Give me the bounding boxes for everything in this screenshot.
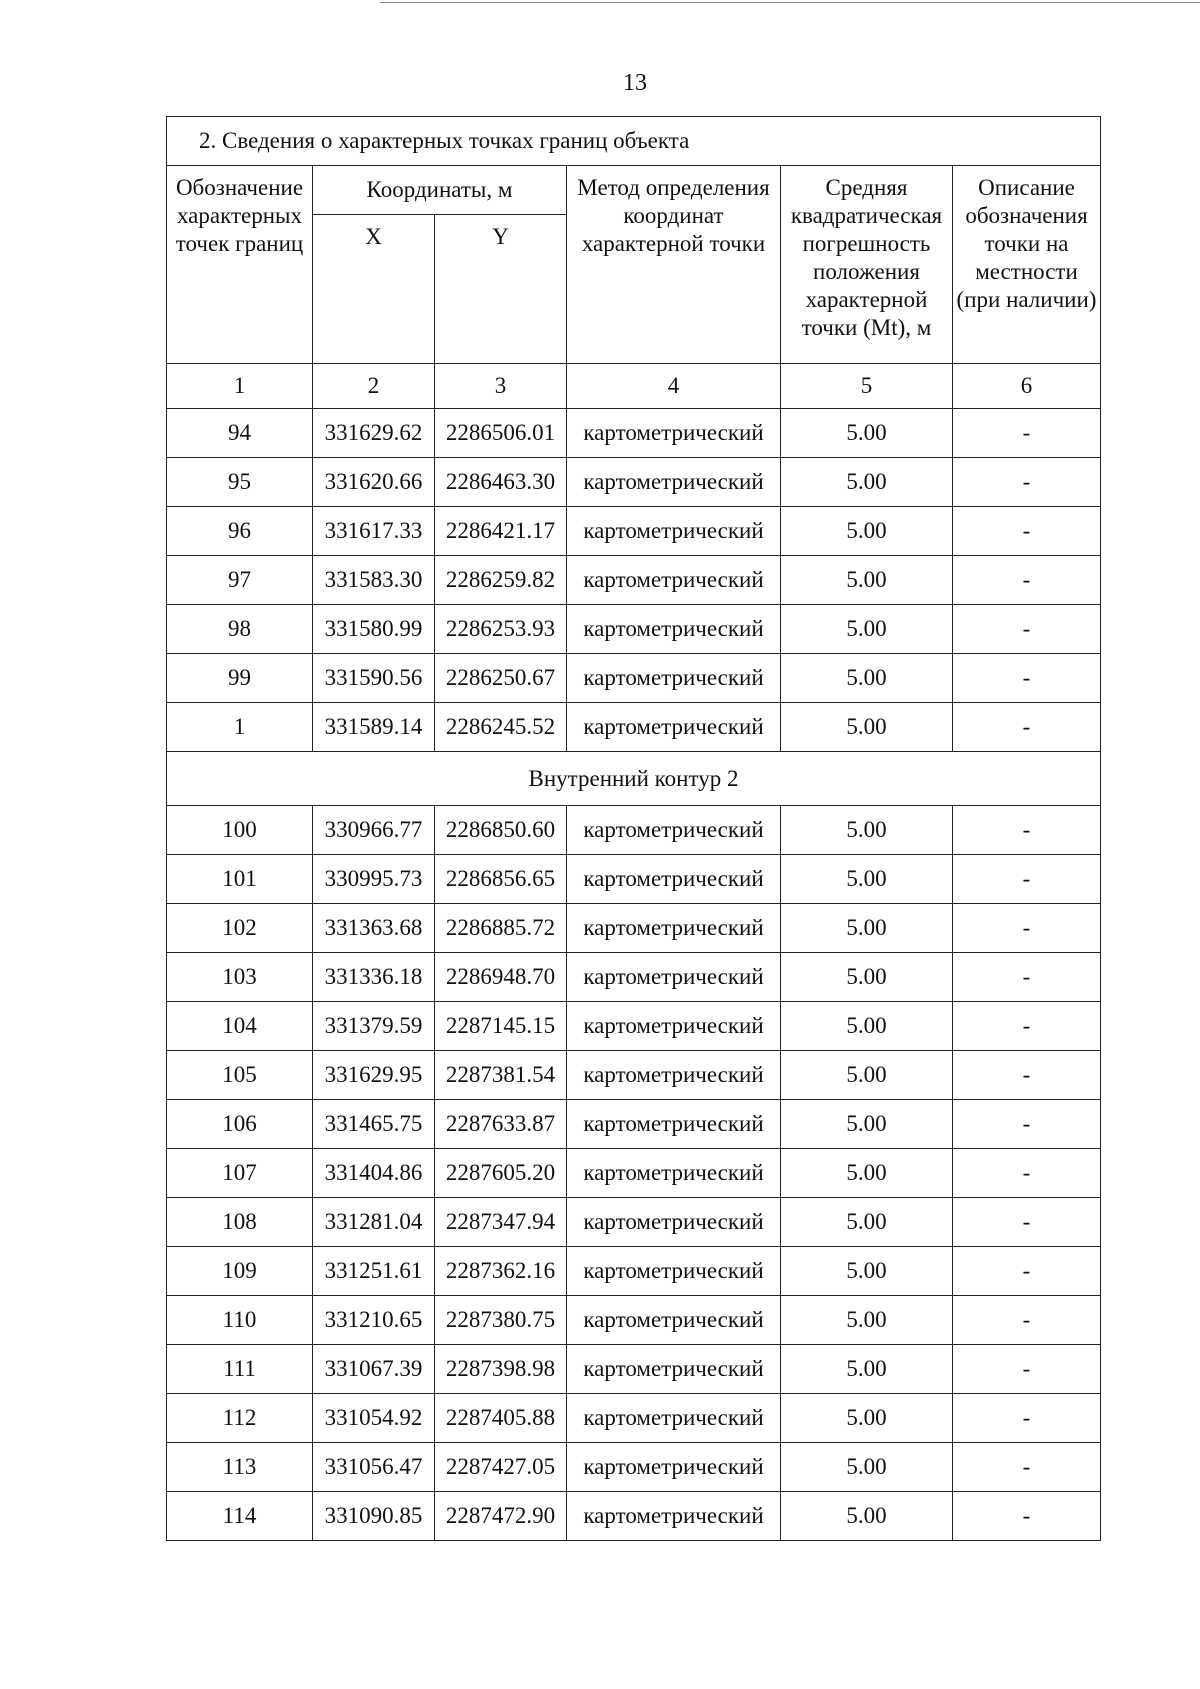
coord-y-cell: 2287633.87 (435, 1100, 567, 1149)
table-row (167, 703, 1101, 752)
method-cell: картометрический (567, 806, 781, 855)
header-method: Метод определения координат характерной точки (567, 166, 781, 364)
error-cell: 5.00 (781, 1051, 953, 1100)
coord-y-cell: 2286506.01 (435, 409, 567, 458)
point-id-cell: 97 (167, 556, 313, 605)
error-cell: 5.00 (781, 507, 953, 556)
method-cell: картометрический (567, 953, 781, 1002)
point-id-cell: 105 (167, 1051, 313, 1100)
description-cell: - (953, 1394, 1101, 1443)
error-cell: 5.00 (781, 409, 953, 458)
error-cell: 5.00 (781, 1345, 953, 1394)
method-cell: картометрический (567, 556, 781, 605)
description-cell: - (953, 806, 1101, 855)
coord-x-cell: 331589.14 (313, 703, 435, 752)
table-row (167, 806, 1101, 855)
point-id-cell: 96 (167, 507, 313, 556)
table-row (167, 953, 1101, 1002)
point-id-cell: 102 (167, 904, 313, 953)
top-scan-line (380, 2, 1200, 3)
table-row (167, 1443, 1101, 1492)
error-cell: 5.00 (781, 1100, 953, 1149)
coord-y-cell: 2287362.16 (435, 1247, 567, 1296)
coord-x-cell: 331465.75 (313, 1100, 435, 1149)
header-error: Средняя квадратическая погрешность положения характерной точки (Mt), м (781, 166, 953, 364)
point-id-cell: 103 (167, 953, 313, 1002)
point-id-cell: 106 (167, 1100, 313, 1149)
error-cell: 5.00 (781, 806, 953, 855)
description-cell: - (953, 556, 1101, 605)
error-cell: 5.00 (781, 1247, 953, 1296)
description-cell: - (953, 703, 1101, 752)
point-id-cell: 101 (167, 855, 313, 904)
coord-x-cell: 331379.59 (313, 1002, 435, 1051)
table-row (167, 556, 1101, 605)
coord-x-cell: 331629.62 (313, 409, 435, 458)
table-row (167, 409, 1101, 458)
method-cell: картометрический (567, 605, 781, 654)
column-number: 3 (435, 364, 567, 409)
error-cell: 5.00 (781, 605, 953, 654)
coord-y-cell: 2287381.54 (435, 1051, 567, 1100)
description-cell: - (953, 904, 1101, 953)
column-number: 2 (313, 364, 435, 409)
method-cell: картометрический (567, 1394, 781, 1443)
coord-y-cell: 2287398.98 (435, 1345, 567, 1394)
coord-y-cell: 2286253.93 (435, 605, 567, 654)
point-id-cell: 99 (167, 654, 313, 703)
coord-y-cell: 2287380.75 (435, 1296, 567, 1345)
section-title: 2. Сведения о характерных точках границ объекта (167, 117, 1101, 166)
table-row (167, 1002, 1101, 1051)
table-row (167, 458, 1101, 507)
method-cell: картометрический (567, 703, 781, 752)
point-id-cell: 104 (167, 1002, 313, 1051)
coord-y-cell: 2287347.94 (435, 1198, 567, 1247)
point-id-cell: 94 (167, 409, 313, 458)
coord-y-cell: 2286259.82 (435, 556, 567, 605)
point-id-cell: 108 (167, 1198, 313, 1247)
coord-y-cell: 2286850.60 (435, 806, 567, 855)
coord-x-cell: 331363.68 (313, 904, 435, 953)
point-id-cell: 107 (167, 1149, 313, 1198)
coord-y-cell: 2286250.67 (435, 654, 567, 703)
coord-y-cell: 2286245.52 (435, 703, 567, 752)
error-cell: 5.00 (781, 1492, 953, 1541)
table-row (167, 605, 1101, 654)
error-cell: 5.00 (781, 855, 953, 904)
description-cell: - (953, 953, 1101, 1002)
description-cell: - (953, 1051, 1101, 1100)
description-cell: - (953, 1492, 1101, 1541)
description-cell: - (953, 1443, 1101, 1492)
error-cell: 5.00 (781, 1394, 953, 1443)
coord-x-cell: 331090.85 (313, 1492, 435, 1541)
page-number: 13 (623, 70, 647, 96)
coord-y-cell: 2286948.70 (435, 953, 567, 1002)
contour-row (167, 752, 1101, 806)
coord-y-cell: 2286856.65 (435, 855, 567, 904)
coord-x-cell: 331067.39 (313, 1345, 435, 1394)
error-cell: 5.00 (781, 556, 953, 605)
point-id-cell: 1 (167, 703, 313, 752)
point-id-cell: 100 (167, 806, 313, 855)
description-cell: - (953, 1296, 1101, 1345)
coord-y-cell: 2287605.20 (435, 1149, 567, 1198)
description-cell: - (953, 507, 1101, 556)
error-cell: 5.00 (781, 1443, 953, 1492)
coord-x-cell: 331336.18 (313, 953, 435, 1002)
error-cell: 5.00 (781, 1002, 953, 1051)
table-row (167, 1198, 1101, 1247)
description-cell: - (953, 1149, 1101, 1198)
header-x: X (313, 215, 435, 364)
description-cell: - (953, 654, 1101, 703)
method-cell: картометрический (567, 1492, 781, 1541)
error-cell: 5.00 (781, 458, 953, 507)
column-number: 1 (167, 364, 313, 409)
coord-y-cell: 2287145.15 (435, 1002, 567, 1051)
method-cell: картометрический (567, 1443, 781, 1492)
column-number: 6 (953, 364, 1101, 409)
error-cell: 5.00 (781, 654, 953, 703)
error-cell: 5.00 (781, 1149, 953, 1198)
method-cell: картометрический (567, 1198, 781, 1247)
description-cell: - (953, 1345, 1101, 1394)
method-cell: картометрический (567, 1247, 781, 1296)
contour-label: Внутренний контур 2 (167, 752, 1101, 806)
method-cell: картометрический (567, 507, 781, 556)
coord-x-cell: 331404.86 (313, 1149, 435, 1198)
coord-y-cell: 2286885.72 (435, 904, 567, 953)
table-row (167, 1247, 1101, 1296)
header-y: Y (435, 215, 567, 364)
column-number: 4 (567, 364, 781, 409)
coord-x-cell: 331620.66 (313, 458, 435, 507)
table-row (167, 904, 1101, 953)
description-cell: - (953, 1100, 1101, 1149)
coord-x-cell: 331617.33 (313, 507, 435, 556)
coord-y-cell: 2286463.30 (435, 458, 567, 507)
coord-x-cell: 330995.73 (313, 855, 435, 904)
description-cell: - (953, 409, 1101, 458)
description-cell: - (953, 1198, 1101, 1247)
table-row (167, 855, 1101, 904)
coord-x-cell: 331210.65 (313, 1296, 435, 1345)
coord-x-cell: 330966.77 (313, 806, 435, 855)
header-description: Описание обозначения точки на местности (при наличии) (953, 166, 1101, 364)
method-cell: картометрический (567, 1149, 781, 1198)
description-cell: - (953, 855, 1101, 904)
description-cell: - (953, 1002, 1101, 1051)
coord-x-cell: 331054.92 (313, 1394, 435, 1443)
description-cell: - (953, 1247, 1101, 1296)
table-row (167, 1051, 1101, 1100)
point-id-cell: 113 (167, 1443, 313, 1492)
table-row (167, 654, 1101, 703)
point-id-cell: 98 (167, 605, 313, 654)
coord-y-cell: 2286421.17 (435, 507, 567, 556)
method-cell: картометрический (567, 458, 781, 507)
coord-x-cell: 331580.99 (313, 605, 435, 654)
point-id-cell: 111 (167, 1345, 313, 1394)
coord-x-cell: 331281.04 (313, 1198, 435, 1247)
table-row (167, 1394, 1101, 1443)
point-id-cell: 114 (167, 1492, 313, 1541)
table-row (167, 1100, 1101, 1149)
error-cell: 5.00 (781, 953, 953, 1002)
table-row (167, 1149, 1101, 1198)
description-cell: - (953, 605, 1101, 654)
point-id-cell: 109 (167, 1247, 313, 1296)
column-number-row (167, 364, 1101, 409)
method-cell: картометрический (567, 855, 781, 904)
point-id-cell: 112 (167, 1394, 313, 1443)
coord-x-cell: 331583.30 (313, 556, 435, 605)
error-cell: 5.00 (781, 1296, 953, 1345)
method-cell: картометрический (567, 1100, 781, 1149)
point-id-cell: 110 (167, 1296, 313, 1345)
coord-y-cell: 2287427.05 (435, 1443, 567, 1492)
coord-x-cell: 331629.95 (313, 1051, 435, 1100)
coord-x-cell: 331590.56 (313, 654, 435, 703)
method-cell: картометрический (567, 1002, 781, 1051)
method-cell: картометрический (567, 1345, 781, 1394)
coord-x-cell: 331056.47 (313, 1443, 435, 1492)
point-id-cell: 95 (167, 458, 313, 507)
table-row (167, 1492, 1101, 1541)
method-cell: картометрический (567, 904, 781, 953)
coord-x-cell: 331251.61 (313, 1247, 435, 1296)
method-cell: картометрический (567, 1051, 781, 1100)
coord-y-cell: 2287472.90 (435, 1492, 567, 1541)
column-number: 5 (781, 364, 953, 409)
table-row (167, 1345, 1101, 1394)
boundary-points-table (166, 116, 1101, 1541)
header-coordinates: Координаты, м (313, 166, 567, 215)
method-cell: картометрический (567, 1296, 781, 1345)
method-cell: картометрический (567, 409, 781, 458)
header-point-designation: Обозначение характерных точек границ (167, 166, 313, 364)
error-cell: 5.00 (781, 703, 953, 752)
table-row (167, 1296, 1101, 1345)
table-row (167, 507, 1101, 556)
method-cell: картометрический (567, 654, 781, 703)
error-cell: 5.00 (781, 904, 953, 953)
description-cell: - (953, 458, 1101, 507)
error-cell: 5.00 (781, 1198, 953, 1247)
coord-y-cell: 2287405.88 (435, 1394, 567, 1443)
